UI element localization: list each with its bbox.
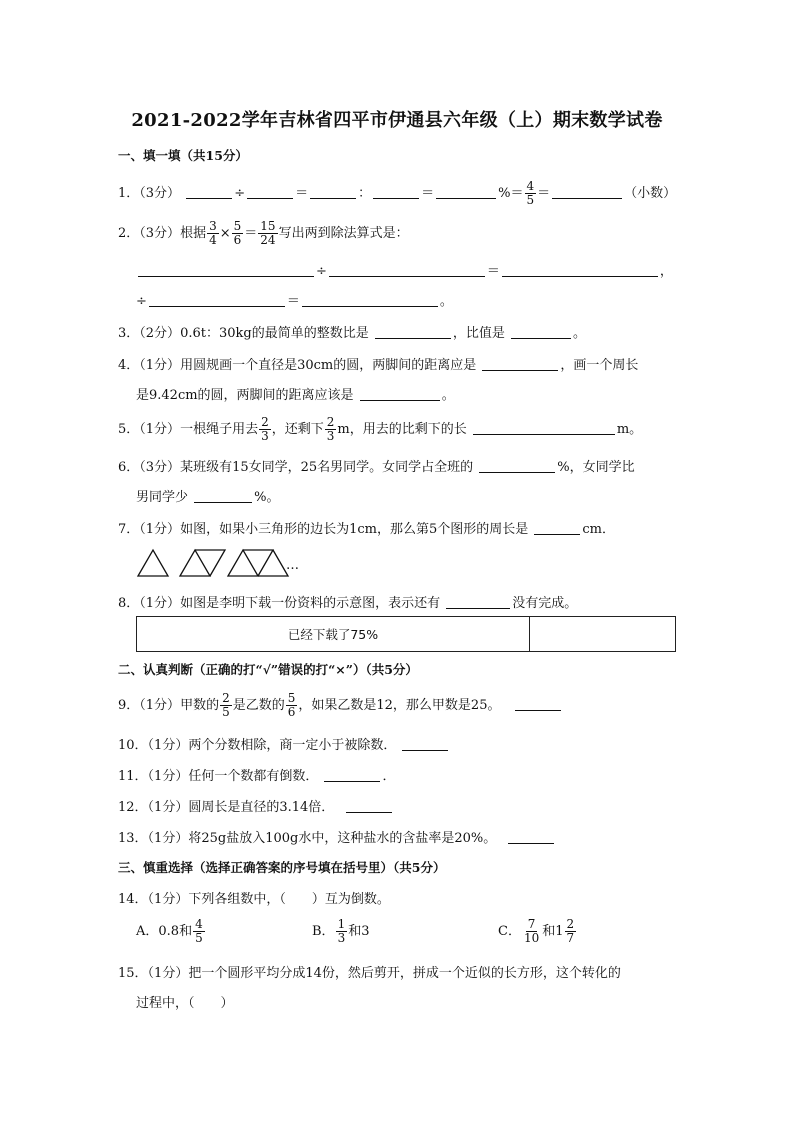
triangle-figure-3a (228, 550, 258, 576)
answer-blank[interactable] (138, 262, 314, 277)
download-label: 已经下载了75% (287, 627, 379, 642)
download-progress-table (136, 616, 676, 652)
triangle-figure-3c (258, 550, 288, 576)
question-13: 13．（1分）将25g盐放入100g水中，这种盐水的含盐率是20%。 (118, 827, 556, 846)
answer-blank[interactable] (402, 736, 448, 751)
question-4-line-2: 是9.42cm的圆，两脚间的距离应该是 。 (136, 388, 455, 403)
question-5: 5．（1分）一根绳子用去 $\frac{2}{3}$ ，还剩下 $\frac{2}{3}$ m，用去的比剩下的长 m。 (118, 415, 643, 443)
triangle-figure-3b (243, 550, 273, 576)
answer-blank[interactable] (149, 292, 285, 307)
question-11: 11．（1分）任何一个数都有倒数． ． (118, 769, 396, 784)
triangle-figure-1 (138, 550, 168, 576)
answer-blank[interactable] (511, 324, 571, 339)
section-heading-3: 三、慎重选择（选择正确答案的序号填在括号里）（共5分） (118, 860, 446, 875)
option-c[interactable]: C． $\frac{7}{10}$ 和1 $\frac{2}{7}$ (498, 917, 575, 945)
answer-blank[interactable] (502, 262, 658, 277)
answer-blank[interactable] (194, 488, 252, 503)
fraction: $\frac{7}{10}$ (523, 917, 540, 945)
question-12: 12．（1分）圆周长是直径的3.14倍． (118, 796, 394, 815)
option-b[interactable]: B． $\frac{1}{3}$ 和3 (312, 917, 370, 945)
question-6-line-2: 男同学少 %。 (136, 490, 280, 505)
question-7: 7．（1分）如图，如果小三角形的边长为1cm，那么第5个图形的周长是 cm． (118, 522, 615, 537)
answer-blank[interactable] (515, 696, 561, 711)
fraction: $\frac{15}{24}$ (260, 219, 276, 247)
question-2-line-2: ÷ ＝ ， (136, 260, 673, 279)
question-1: 1．（3分） ÷ ＝ ： ＝ %＝ $\frac{4}{5}$ ＝ （小数） (118, 179, 677, 207)
answer-blank[interactable] (446, 594, 510, 609)
answer-blank[interactable] (324, 767, 380, 782)
answer-blank[interactable] (360, 386, 440, 401)
section-heading-1: 一、填一填（共15分） (118, 148, 248, 163)
fraction: $\frac{4}{5}$ (195, 917, 203, 945)
question-2-line-3: ÷ ＝ 。 (136, 294, 453, 309)
answer-blank[interactable] (373, 184, 419, 199)
answer-blank[interactable] (375, 324, 451, 339)
triangle-figure-2 (180, 550, 210, 576)
question-4: 4．（1分）用圆规画一个直径是30cm的圆，两脚间的距离应是 ，画一个周长 (118, 358, 639, 373)
question-15: 15．（1分）把一个圆形平均分成14份，然后剪开，拼成一个近似的长方形，这个转化的 (118, 966, 621, 981)
triangle-figure-2b (195, 550, 225, 576)
section-heading-2: 二、认真判断（正确的打“√”错误的打“×”）（共5分） (118, 662, 418, 677)
fraction: $\frac{2}{3}$ (326, 415, 335, 443)
fraction: $\frac{2}{3}$ (261, 415, 269, 443)
option-a[interactable]: A．0.8和 $\frac{4}{5}$ (136, 917, 203, 945)
fraction: $\frac{3}{4}$ (209, 219, 217, 247)
question-3: 3．（2分）0.6t：30kg的最简单的整数比是 ，比值是 。 (118, 326, 587, 341)
answer-blank[interactable] (302, 292, 438, 307)
question-2: 2．（3分）根据 $\frac{3}{4}$ × $\frac{5}{6}$ ＝ $\frac{15}{24}$ 写出两到除法算式是： (118, 219, 409, 247)
downloaded-portion (137, 617, 530, 651)
answer-blank[interactable] (346, 798, 392, 813)
fraction: $\frac{1}{3}$ (337, 917, 346, 945)
triangle-figures (136, 548, 316, 584)
ellipsis: … (286, 558, 299, 573)
question-9: 9．（1分）甲数的 $\frac{2}{5}$ 是乙数的 $\frac{5}{6}$ ，如果乙数是12，那么甲数是25。 (118, 692, 563, 719)
answer-blank[interactable] (473, 420, 615, 435)
answer-blank[interactable] (552, 184, 622, 199)
fraction: $\frac{5}{6}$ (233, 219, 242, 247)
answer-blank[interactable] (534, 520, 580, 535)
answer-blank[interactable] (186, 184, 232, 199)
answer-blank[interactable] (482, 356, 558, 371)
fraction: $\frac{2}{7}$ (566, 917, 575, 945)
answer-blank[interactable] (247, 184, 293, 199)
question-14: 14．（1分）下列各组数中，（ ）互为倒数。 (118, 892, 390, 907)
answer-blank[interactable] (436, 184, 496, 199)
answer-blank[interactable] (329, 262, 485, 277)
fraction: $\frac{2}{5}$ (222, 691, 230, 719)
answer-blank[interactable] (508, 829, 554, 844)
fraction: $\frac{4}{5}$ (526, 179, 535, 207)
fraction: $\frac{5}{6}$ (287, 691, 296, 719)
answer-blank[interactable] (479, 458, 555, 473)
page-title: 2021-2022学年吉林省四平市伊通县六年级（上）期末数学试卷 (131, 110, 663, 131)
question-8: 8．（1分）如图是李明下载一份资料的示意图，表示还有 没有完成。 (118, 596, 578, 611)
question-6: 6．（3分）某班级有15女同学，25名男同学。女同学占全班的 %，女同学比 (118, 460, 635, 475)
answer-blank[interactable] (310, 184, 356, 199)
question-10: 10．（1分）两个分数相除，商一定小于被除数． (118, 734, 450, 753)
question-15-line-2: 过程中，（ ） (136, 996, 234, 1011)
